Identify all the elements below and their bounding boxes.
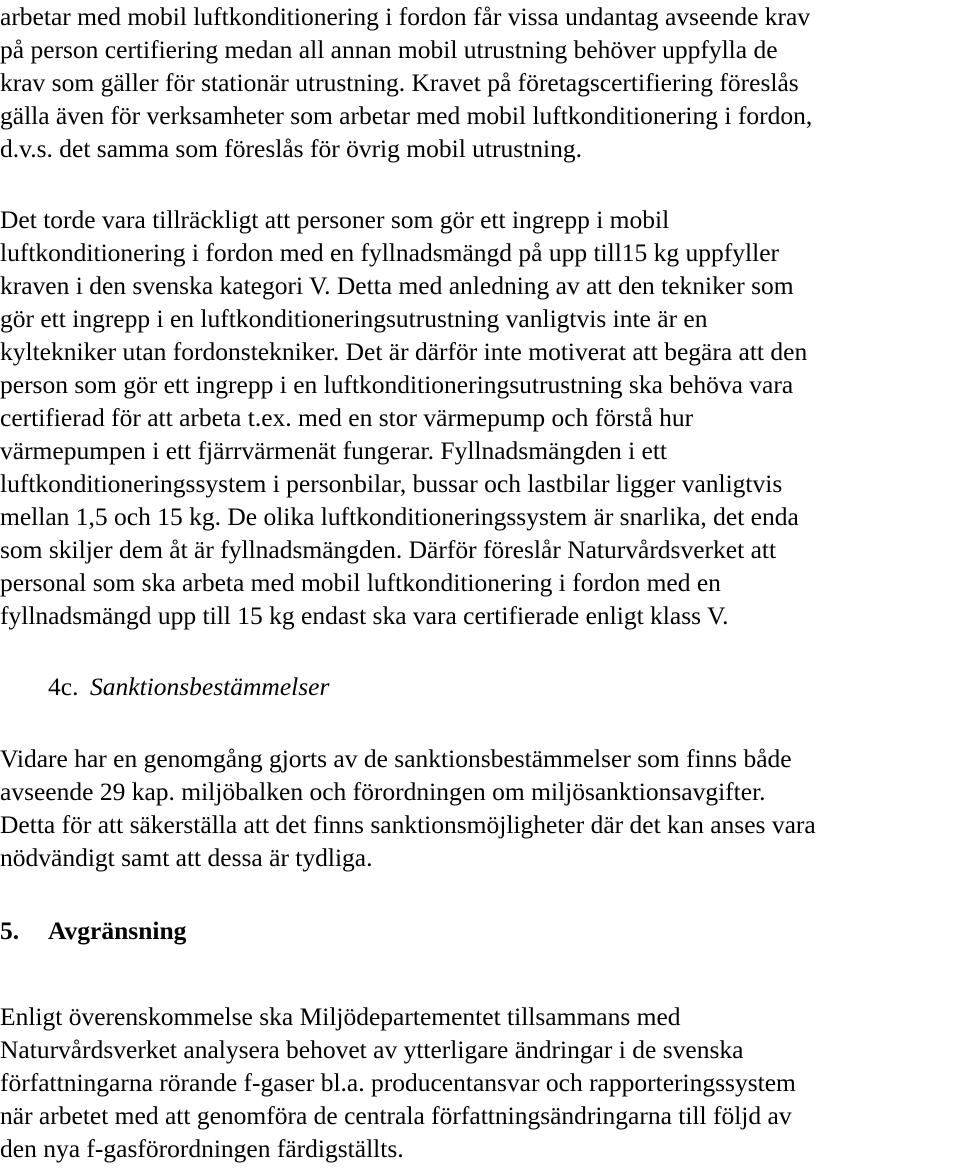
- section-number: 5.: [0, 916, 20, 945]
- text-line: Enligt överenskommelse ska Miljödepartementet tillsammans med: [0, 1002, 681, 1031]
- text-line: luftkonditionering i fordon med en fyllnadsmängd på upp till15 kg uppfyller: [0, 238, 780, 267]
- text-line: när arbetet med att genomföra de centrala författningsändringarna till följd av: [0, 1101, 792, 1130]
- text-line: kraven i den svenska kategori V. Detta med anledning av att den tekniker som: [0, 271, 794, 300]
- text-line: Vidare har en genomgång gjorts av de sanktionsbestämmelser som finns både: [0, 744, 792, 773]
- text-line: arbetar med mobil luftkonditionering i fordon får vissa undantag avseende krav: [0, 2, 811, 31]
- text-line: mellan 1,5 och 15 kg. De olika luftkonditioneringssystem är snarlika, det enda: [0, 502, 799, 531]
- section-title: Sanktionsbestämmelser: [90, 672, 330, 701]
- text-line: fyllnadsmängd upp till 15 kg endast ska vara certifierade enligt klass V.: [0, 601, 729, 630]
- text-line: personal som ska arbeta med mobil luftkonditionering i fordon med en: [0, 568, 721, 597]
- text-line: krav som gäller för stationär utrustning. Kravet på företagscertifiering föreslås: [0, 68, 799, 97]
- text-line: värmepumpen i ett fjärrvärmenät fungerar. Fyllnadsmängden i ett: [0, 436, 668, 465]
- text-line: avseende 29 kap. miljöbalken och förordningen om miljösanktionsavgifter.: [0, 777, 766, 806]
- text-line: gör ett ingrepp i en luftkonditioneringsutrustning vanligtvis inte är en: [0, 304, 708, 333]
- text-line: certifierad för att arbeta t.ex. med en stor värmepump och förstå hur: [0, 403, 694, 432]
- text-line: luftkonditioneringssystem i personbilar, bussar och lastbilar ligger vanligtvis: [0, 469, 783, 498]
- text-line: författningarna rörande f-gaser bl.a. producentansvar och rapporteringssystem: [0, 1068, 796, 1097]
- text-line: Detta för att säkerställa att det finns sanktionsmöjligheter där det kan anses vara: [0, 810, 816, 839]
- text-line: på person certifiering medan all annan mobil utrustning behöver uppfylla de: [0, 35, 778, 64]
- text-line: Det torde vara tillräckligt att personer som gör ett ingrepp i mobil: [0, 205, 670, 234]
- text-line: som skiljer dem åt är fyllnadsmängden. Därför föreslår Naturvårdsverket att: [0, 535, 777, 564]
- text-line: gälla även för verksamheter som arbetar med mobil luftkonditionering i fordon,: [0, 101, 813, 130]
- text-line: d.v.s. det samma som föreslås för övrig mobil utrustning.: [0, 134, 582, 163]
- text-line: nödvändigt samt att dessa är tydliga.: [0, 843, 373, 872]
- text-line: person som gör ett ingrepp i en luftkonditioneringsutrustning ska behöva vara: [0, 370, 794, 399]
- text-line: den nya f-gasförordningen färdigställts.: [0, 1134, 404, 1163]
- section-title: Avgränsning: [48, 916, 187, 945]
- text-line: kyltekniker utan fordonstekniker. Det är därför inte motiverat att begära att den: [0, 337, 808, 366]
- section-number: 4c.: [48, 672, 79, 701]
- text-line: Naturvårdsverket analysera behovet av ytterligare ändringar i de svenska: [0, 1035, 744, 1064]
